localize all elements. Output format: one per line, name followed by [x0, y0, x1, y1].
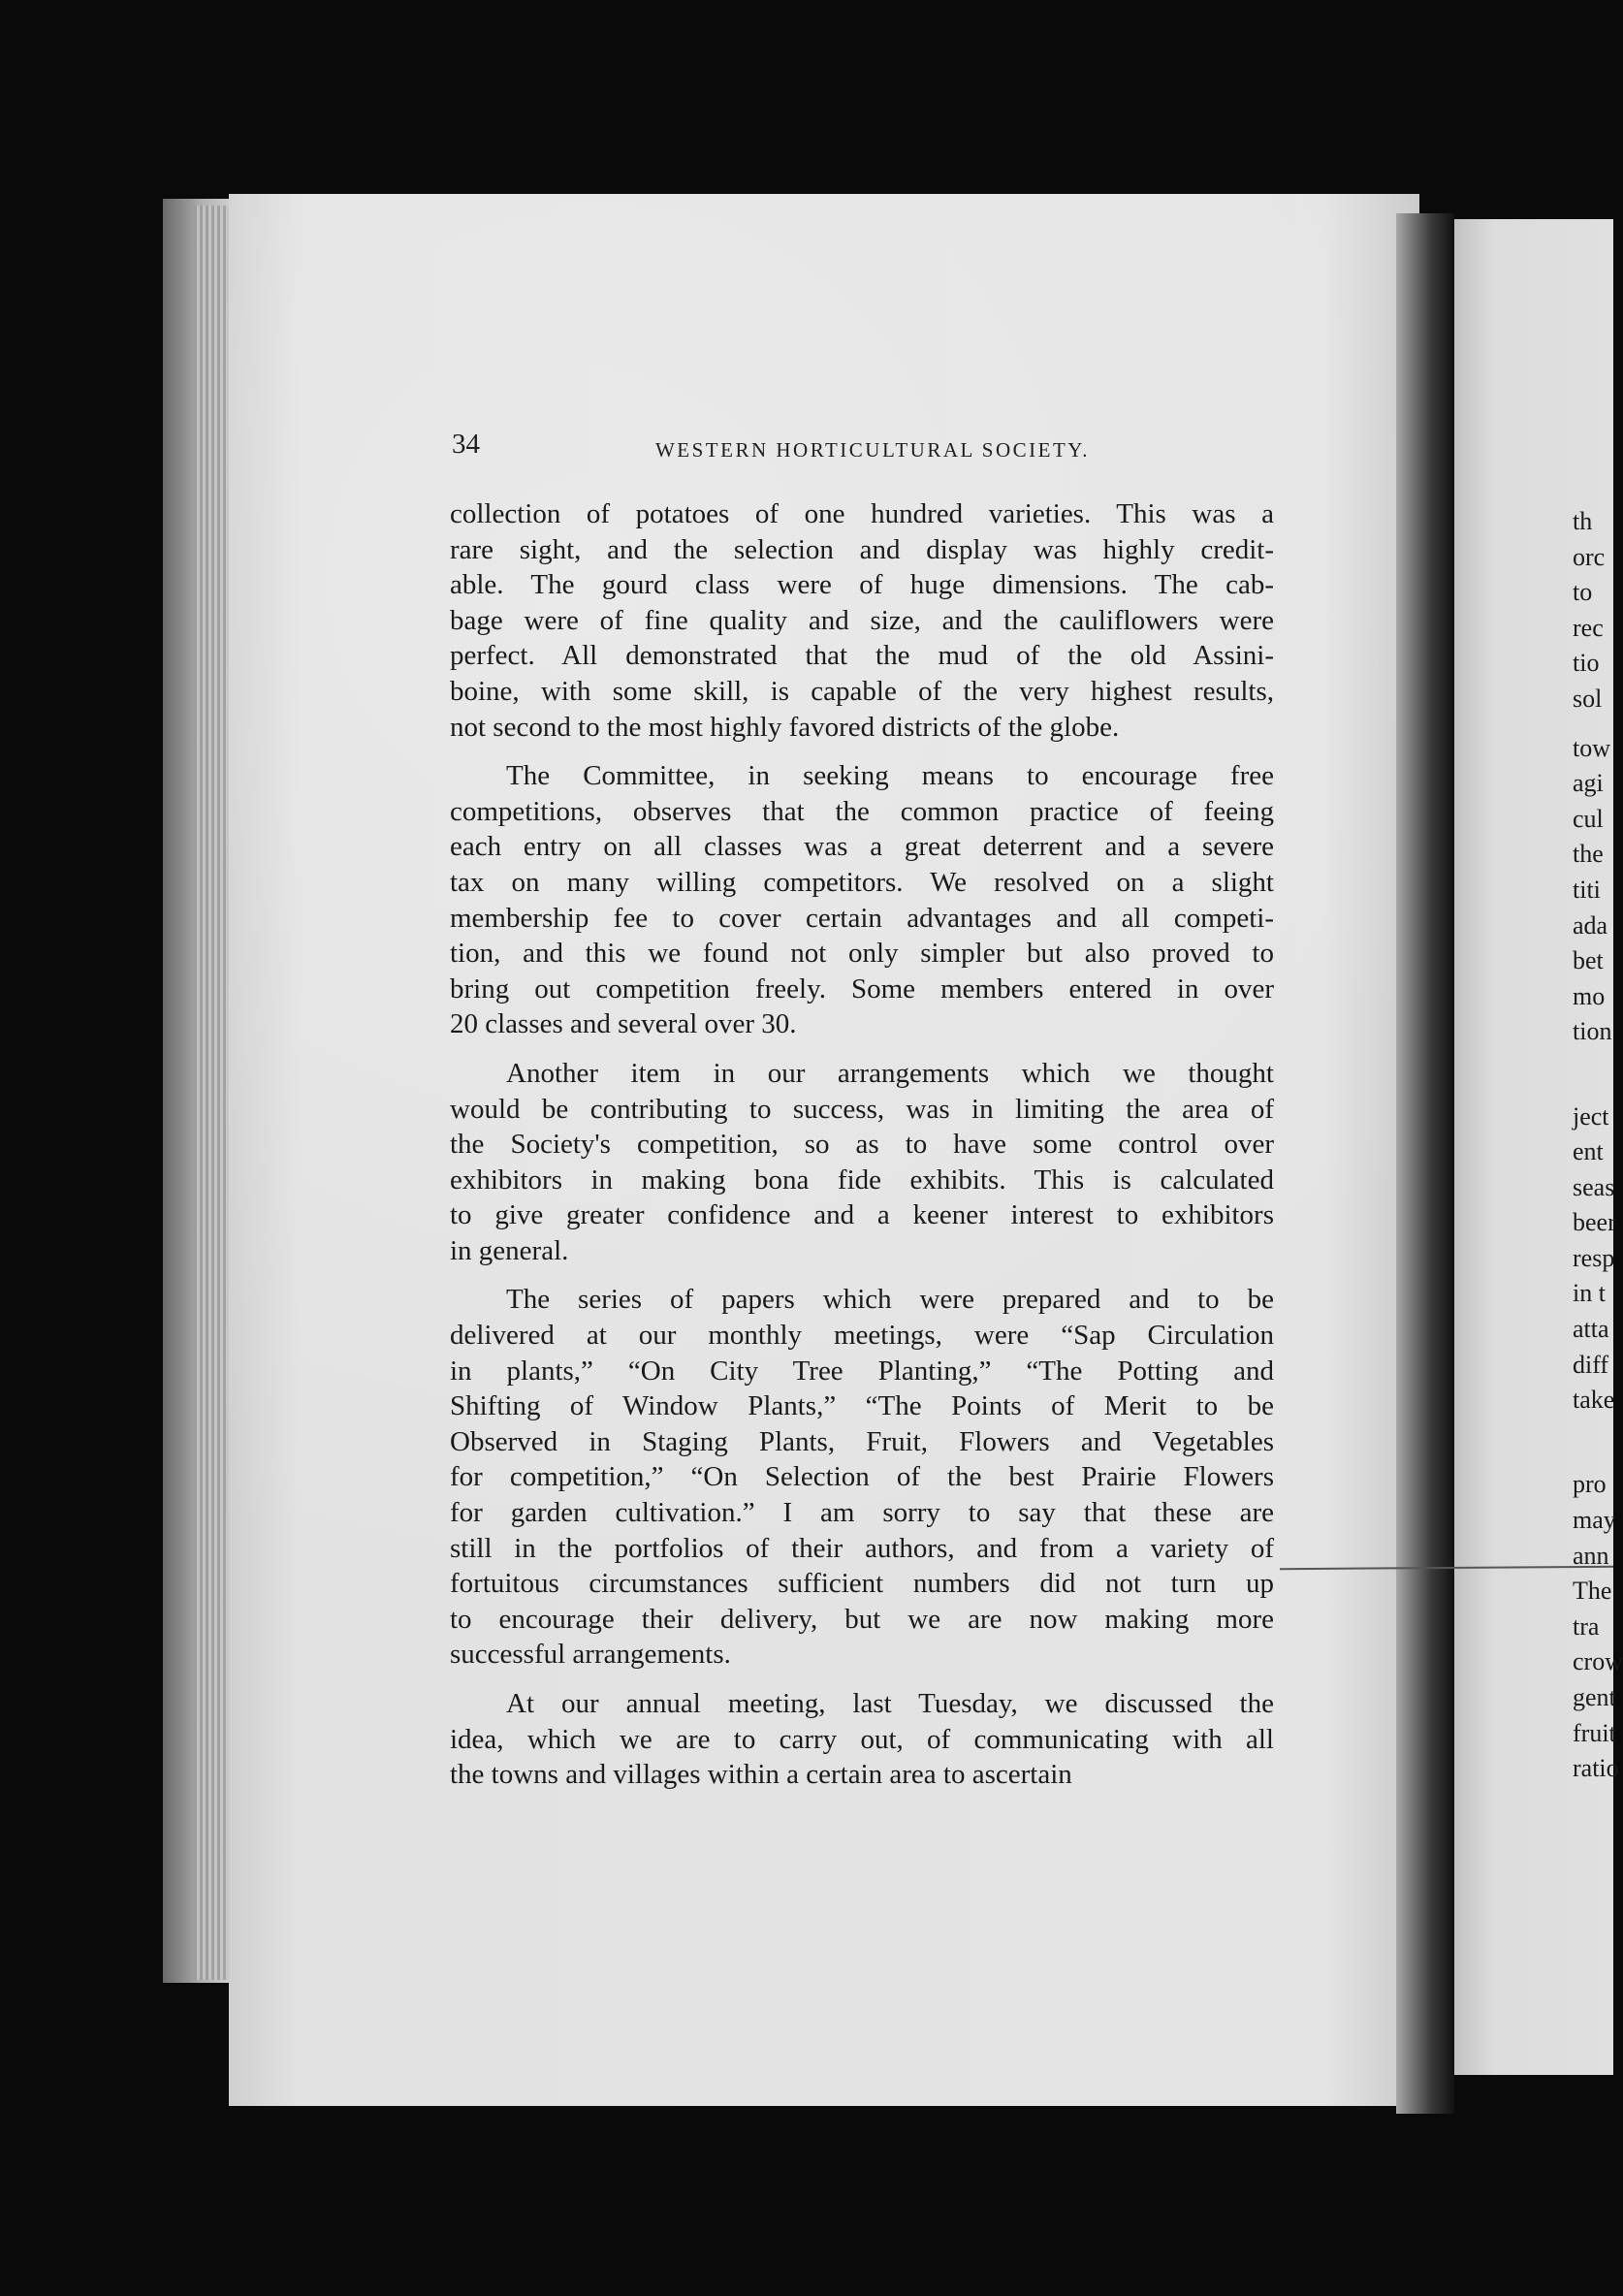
text-line: At our annual meeting, last Tuesday, we discussed the [506, 1688, 1274, 1719]
facing-fragment: resp [1573, 1243, 1615, 1272]
text-line: would be contributing to success, was in limiting the area of [450, 1093, 1274, 1125]
facing-fragment: ject [1573, 1101, 1609, 1131]
body-text [450, 496, 1274, 1806]
running-head: WESTERN HORTICULTURAL SOCIETY. [654, 438, 1091, 462]
facing-fragment: the [1573, 840, 1604, 869]
text-line: exhibitors in making bona fide exhibits. This is calculated [450, 1164, 1274, 1196]
text-line: The series of papers which were prepared and to be [506, 1284, 1274, 1316]
facing-fragment: beer [1573, 1208, 1616, 1237]
text-line: tax on many willing competitors. We resolved on a slight [450, 866, 1274, 898]
text-line: membership fee to cover certain advantages and all competi- [450, 902, 1274, 934]
facing-fragment: The [1573, 1577, 1612, 1606]
text-line: the towns and villages within a certain area to ascertain [450, 1759, 1072, 1791]
text-line: in general. [450, 1234, 569, 1266]
text-line: each entry on all classes was a great deterrent and a severe [450, 831, 1274, 863]
paragraph [450, 1282, 1274, 1673]
facing-fragment: diff [1573, 1350, 1609, 1379]
facing-fragment: orc [1573, 542, 1606, 571]
text-line: 20 classes and several over 30. [450, 1008, 797, 1040]
facing-fragment: tow [1573, 733, 1610, 762]
facing-fragment: ratio [1573, 1754, 1619, 1783]
text-line: bage were of fine quality and size, and the cauliflowers were [450, 604, 1274, 636]
facing-fragment: mo [1573, 981, 1606, 1010]
facing-fragment: fruit [1573, 1718, 1616, 1747]
text-line: Observed in Staging Plants, Fruit, Flowers and Vegetables [450, 1425, 1274, 1457]
facing-fragment: ada [1573, 910, 1608, 940]
facing-fragment: agi [1573, 769, 1604, 798]
text-line: competitions, observes that the common practice of feeing [450, 795, 1274, 827]
text-line: idea, which we are to carry out, of communicating with all [450, 1723, 1274, 1755]
facing-fragment: atta [1573, 1315, 1609, 1344]
fragment-gap [1573, 1419, 1613, 1432]
facing-fragment: ent [1573, 1137, 1604, 1166]
text-line: able. The gourd class were of huge dimensions. The cab- [450, 569, 1274, 601]
text-line: the Society's competition, so as to have some control over [450, 1129, 1274, 1161]
paragraph [450, 1056, 1274, 1269]
text-line: collection of potatoes of one hundred varieties. This was a [450, 498, 1274, 529]
fragment-gap [1573, 1050, 1613, 1064]
text-line: fortuitous circumstances sufficient numbers did not turn up [450, 1568, 1274, 1600]
book-page-edges-stack [194, 206, 229, 1980]
fragment-gap [1573, 1064, 1613, 1100]
facing-fragment: pro [1573, 1470, 1607, 1499]
text-line: perfect. All demonstrated that the mud of the old Assini- [450, 640, 1274, 672]
text-line: Shifting of Window Plants,” “The Points of Merit to be [450, 1390, 1274, 1422]
facing-fragment: in t [1573, 1279, 1606, 1308]
facing-fragment: titi [1573, 875, 1601, 904]
facing-fragment: tion [1573, 1017, 1612, 1046]
text-line: successful arrangements. [450, 1639, 731, 1671]
facing-fragment: to [1573, 578, 1593, 607]
text-line: tion, and this we found not only simpler but also proved to [450, 938, 1274, 970]
text-line: to give greater confidence and a keener interest to exhibitors [450, 1199, 1274, 1231]
paragraph [450, 1686, 1274, 1793]
book-gutter [1396, 213, 1454, 2114]
text-line: still in the portfolios of their authors, and from a variety of [450, 1532, 1274, 1564]
text-line: for garden cultivation.” I am sorry to say that these are [450, 1497, 1274, 1529]
text-line: for competition,” “On Selection of the best Prairie Flowers [450, 1461, 1274, 1493]
facing-fragment: th [1573, 507, 1593, 535]
facing-fragment: rec [1573, 613, 1604, 642]
facing-fragment: bet [1573, 946, 1604, 975]
text-line: boine, with some skill, is capable of the very highest results, [450, 675, 1274, 707]
facing-fragment: cul [1573, 804, 1604, 833]
text-line: in plants,” “On City Tree Planting,” “The Potting and [450, 1355, 1274, 1387]
facing-fragment: gent [1573, 1683, 1616, 1711]
fragment-gap [1573, 1432, 1613, 1468]
paragraph [450, 496, 1274, 745]
facing-fragment: take [1573, 1386, 1615, 1415]
fragment-gap [1573, 718, 1613, 731]
facing-fragment: crow [1573, 1647, 1623, 1676]
text-line: bring out competition freely. Some members entered in over [450, 973, 1274, 1004]
text-line: not second to the most highly favored districts of the globe. [450, 711, 1120, 743]
text-line: delivered at our monthly meetings, were “Sap Circulation [450, 1320, 1274, 1352]
facing-fragment: tra [1573, 1611, 1600, 1641]
facing-page-text-fragments [1573, 504, 1623, 1787]
facing-fragment: may [1573, 1506, 1616, 1535]
text-line: to encourage their delivery, but we are now making more [450, 1603, 1274, 1635]
facing-fragment: sol [1573, 684, 1603, 713]
page-number: 34 [452, 429, 480, 460]
facing-fragment: seas [1573, 1172, 1615, 1201]
paragraph [450, 758, 1274, 1042]
text-line: Another item in our arrangements which we thought [506, 1057, 1274, 1089]
facing-fragment: ann [1573, 1541, 1609, 1570]
text-line: The Committee, in seeking means to encourage free [506, 760, 1274, 792]
facing-fragment: tio [1573, 649, 1600, 678]
text-line: rare sight, and the selection and display was highly credit- [450, 533, 1274, 565]
